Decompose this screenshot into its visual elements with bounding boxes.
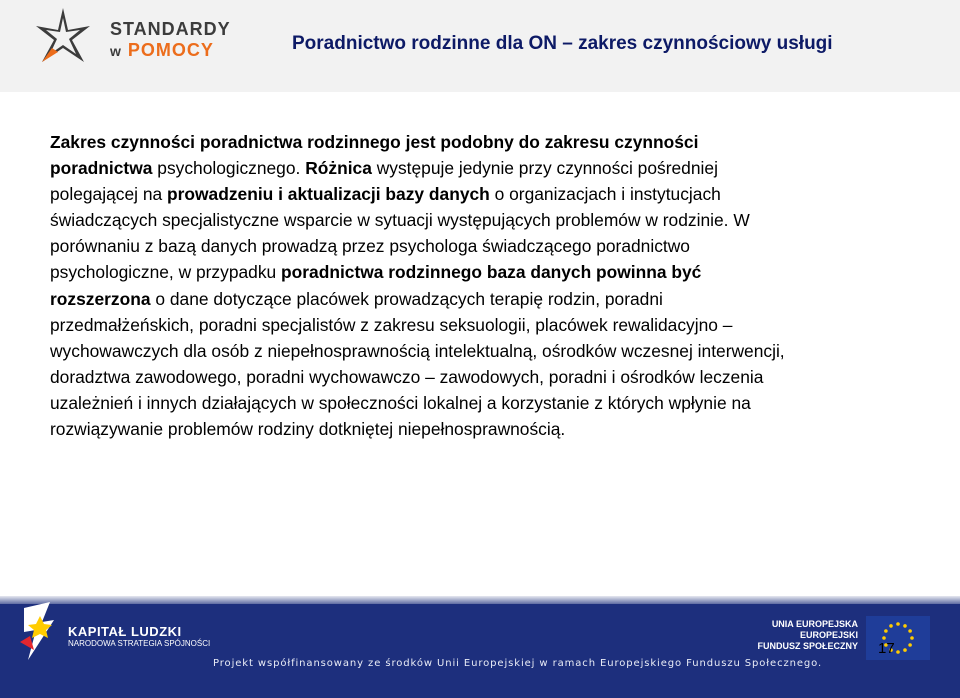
text-line <box>50 338 952 364</box>
text-run: psychologiczne, w przypadku <box>50 262 282 283</box>
bold-run: poradnictwa rodzinnego baza danych powinna być <box>281 262 702 283</box>
eu-stars-icon <box>866 616 930 660</box>
project-cofinancing-note: Projekt współfinansowany ze środków Unii Europejskiej w ramach Europejskiego Funduszu Społecznego. <box>213 658 823 669</box>
bold-run: poradnictwa <box>50 158 153 179</box>
eu-flag-icon <box>866 616 930 660</box>
bold-run: rozszerzona <box>50 288 151 309</box>
text-line <box>50 207 952 233</box>
standardy-w-pomocy-logo <box>28 4 238 74</box>
text-run: przedmałżeńskich, poradni specjalistów z zakresu seksuologii, placówek rewalidacyjno – <box>50 314 733 335</box>
logo-text-w: w <box>110 43 122 59</box>
text-line <box>50 312 952 338</box>
eu-star <box>903 624 907 628</box>
text-run: świadczących specjalistyczne wsparcie w sytuacji występujących problemów w rodzinie. W <box>50 210 750 231</box>
logo-text-pomocy <box>110 40 214 61</box>
eu-star <box>910 636 914 640</box>
eu-star <box>884 629 888 633</box>
eu-star <box>896 650 900 654</box>
text-run: doradztwa zawodowego, poradni wychowawczo – zawodowych, poradni i ośrodków leczenia <box>50 366 764 387</box>
text-line <box>50 181 952 207</box>
slide-title: Poradnictwo rodzinne dla ON – zakres czynnościowy usługi <box>292 33 833 54</box>
text-run: psychologicznego. <box>152 158 306 179</box>
text-run: wychowawczych dla osób z niepełnosprawnością intelektualną, ośrodków wczesnej interwencji, <box>50 340 785 361</box>
text-run: porównaniu z bazą danych prowadzą przez psychologa świadczącego poradnictwo <box>50 236 690 257</box>
kapital-ludzki-title: KAPITAŁ LUDZKI <box>68 624 182 639</box>
logo-star-icon <box>28 4 98 70</box>
bold-run: Zakres czynności poradnictwa rodzinnego jest podobny do zakresu czynności <box>50 132 699 152</box>
kapital-ludzki-subtitle: NARODOWA STRATEGIA SPÓJNOŚCI <box>68 639 211 648</box>
eu-text-line2: EUROPEJSKI <box>799 630 858 640</box>
kapital-ludzki-icon <box>20 602 64 660</box>
text-line <box>50 155 952 181</box>
page-number: 17 <box>878 640 895 657</box>
text-run: występuje jedynie przy czynności pośredniej <box>371 158 718 179</box>
logo-text-standardy: STANDARDY <box>110 19 231 39</box>
text-line <box>50 364 952 390</box>
eu-text-line1: UNIA EUROPEJSKA <box>771 619 858 629</box>
text-line <box>50 129 952 155</box>
eu-star <box>889 624 893 628</box>
eu-text-line3: FUNDUSZ SPOŁECZNY <box>757 641 858 651</box>
eu-star <box>896 622 900 626</box>
text-run: o dane dotyczące placówek prowadzących terapię rodzin, poradni <box>150 288 663 309</box>
bold-run: prowadzeniu i aktualizacji bazy danych <box>167 184 490 205</box>
text-line <box>50 416 952 442</box>
eu-star <box>908 643 912 647</box>
eu-star <box>903 648 907 652</box>
text-run: rozwiązywanie problemów rodziny dotkniętej niepełnosprawnością. <box>50 419 566 440</box>
body-text <box>50 129 952 442</box>
eu-logo <box>757 614 950 662</box>
text-run: polegającej na <box>50 184 167 205</box>
bold-run: Różnica <box>305 158 372 179</box>
text-line <box>50 259 952 285</box>
text-run: o organizacjach i instytucjach <box>489 184 721 205</box>
logo-text-pomocy-word: POMOCY <box>127 40 214 60</box>
text-line <box>50 286 952 312</box>
text-run: uzależnień i innych działających w społeczności lokalnej a korzystanie z których wpłynie na <box>50 392 751 413</box>
eu-star <box>908 629 912 633</box>
kapital-ludzki-logo <box>20 602 210 662</box>
text-line <box>50 233 952 259</box>
slide-header <box>0 0 960 92</box>
text-line <box>50 390 952 416</box>
